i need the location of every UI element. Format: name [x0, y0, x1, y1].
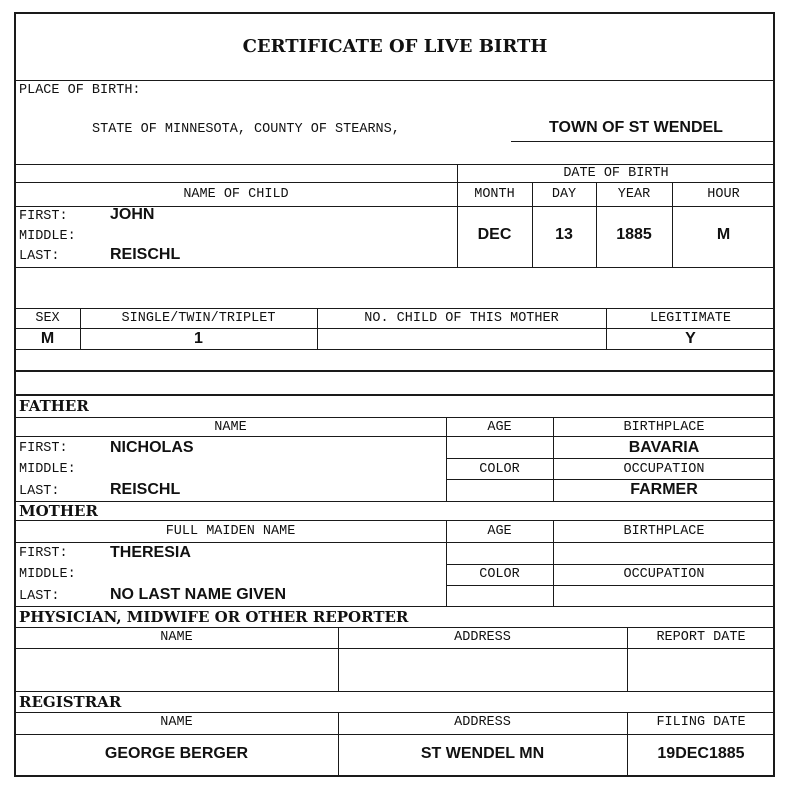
- hour-header: HOUR: [707, 187, 740, 202]
- father-occupation-value: FARMER: [630, 481, 698, 498]
- mother-birthplace-header: BIRTHPLACE: [623, 524, 705, 539]
- rule: [15, 349, 775, 350]
- place-of-birth-label: PLACE OF BIRTH:: [19, 83, 141, 98]
- rule: [15, 606, 775, 607]
- rule: [15, 691, 775, 692]
- month-header: MONTH: [474, 187, 515, 202]
- mother-age-header: AGE: [487, 524, 512, 539]
- registrar-address-value: ST WENDEL MN: [420, 745, 545, 762]
- legitimate-header: LEGITIMATE: [649, 311, 731, 326]
- legitimate-value: Y: [685, 330, 696, 347]
- rule: [15, 308, 775, 309]
- rule: [15, 328, 775, 329]
- rule: [446, 585, 775, 586]
- father-section-title: FATHER: [19, 397, 89, 415]
- rule: [15, 436, 775, 437]
- rule: [446, 479, 775, 480]
- rule: [15, 627, 775, 628]
- certificate-title: CERTIFICATE OF LIVE BIRTH: [242, 36, 548, 57]
- plurality-value: 1: [194, 330, 203, 347]
- rule: [15, 712, 775, 713]
- town-underline: [511, 141, 773, 142]
- mother-occupation-header: OCCUPATION: [623, 567, 705, 582]
- physician-section-title: PHYSICIAN, MIDWIFE OR OTHER REPORTER: [19, 608, 409, 626]
- father-occupation-header: OCCUPATION: [623, 462, 705, 477]
- child-last-label: LAST:: [19, 249, 60, 264]
- year-header: YEAR: [617, 187, 651, 202]
- father-first-label: FIRST:: [19, 441, 68, 456]
- mother-color-header: COLOR: [479, 567, 520, 582]
- birth-hour: M: [716, 226, 731, 243]
- date-of-birth-header: DATE OF BIRTH: [563, 166, 669, 181]
- child-number-header: NO. CHILD OF THIS MOTHER: [364, 311, 559, 326]
- registrar-section-title: REGISTRAR: [19, 693, 122, 711]
- registrar-name-header: NAME: [160, 715, 193, 730]
- mother-last-name: NO LAST NAME GIVEN: [110, 586, 287, 603]
- rule: [15, 394, 775, 396]
- birth-year: 1885: [616, 226, 652, 243]
- name-of-child-header: NAME OF CHILD: [183, 187, 289, 202]
- rule: [15, 542, 775, 543]
- rule: [15, 520, 775, 521]
- rule: [15, 501, 775, 502]
- day-header: DAY: [551, 187, 577, 202]
- birth-day: 13: [555, 226, 573, 243]
- state-county-text: STATE OF MINNESOTA, COUNTY OF STEARNS,: [92, 122, 400, 137]
- rule: [446, 564, 775, 565]
- father-last-name: REISCHL: [110, 481, 181, 498]
- father-birthplace-value: BAVARIA: [628, 439, 700, 456]
- father-color-header: COLOR: [479, 462, 520, 477]
- rule: [15, 734, 775, 735]
- rule: [446, 458, 775, 459]
- father-name-header: NAME: [214, 420, 247, 435]
- child-first-label: FIRST:: [19, 209, 68, 224]
- birth-month: DEC: [477, 226, 512, 243]
- rule: [15, 164, 775, 165]
- mother-first-name: THERESIA: [110, 544, 191, 561]
- father-middle-label: MIDDLE:: [19, 462, 76, 477]
- registrar-address-header: ADDRESS: [454, 715, 511, 730]
- mother-name-header: FULL MAIDEN NAME: [165, 524, 296, 539]
- rule: [15, 648, 775, 649]
- physician-address-header: ADDRESS: [454, 630, 511, 645]
- father-age-header: AGE: [487, 420, 512, 435]
- registrar-name-value: GEORGE BERGER: [104, 745, 249, 762]
- town-value: TOWN OF ST WENDEL: [549, 119, 723, 136]
- filing-date-header: FILING DATE: [656, 715, 746, 730]
- rule: [457, 182, 775, 183]
- child-first-name: JOHN: [110, 206, 155, 223]
- father-first-name: NICHOLAS: [110, 439, 194, 456]
- rule: [15, 80, 775, 81]
- child-middle-label: MIDDLE:: [19, 229, 76, 244]
- father-last-label: LAST:: [19, 484, 60, 499]
- report-date-header: REPORT DATE: [656, 630, 746, 645]
- sex-value: M: [40, 330, 55, 347]
- child-last-name: REISCHL: [110, 246, 181, 263]
- rule: [15, 267, 775, 268]
- rule: [15, 370, 775, 372]
- mother-section-title: MOTHER: [19, 502, 98, 520]
- physician-name-header: NAME: [160, 630, 193, 645]
- father-birthplace-header: BIRTHPLACE: [623, 420, 705, 435]
- plurality-header: SINGLE/TWIN/TRIPLET: [121, 311, 276, 326]
- mother-first-label: FIRST:: [19, 546, 68, 561]
- rule: [15, 417, 775, 418]
- filing-date-value: 19DEC1885: [657, 745, 745, 762]
- mother-middle-label: MIDDLE:: [19, 567, 76, 582]
- sex-header: SEX: [35, 311, 60, 326]
- mother-last-label: LAST:: [19, 589, 60, 604]
